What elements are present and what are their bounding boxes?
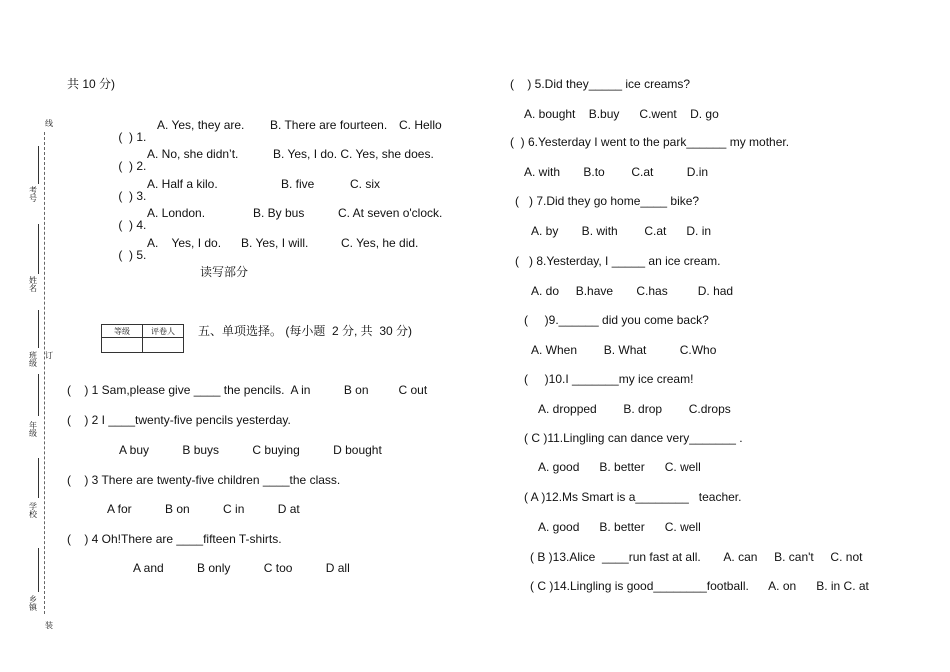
question-1: ( ) 1 Sam,please give ____ the pencils. A in B on C out [67,383,428,397]
listening-opt-b: B. There are fourteen. [270,118,388,132]
header-fragment: 共 10 分) [67,77,116,91]
listening-num: ( ) 3. [118,189,147,203]
listening-opt-a: A. Half a kilo. [147,177,218,191]
score-table-grader-cell[interactable] [143,338,184,353]
listening-num: ( ) 4. [118,218,147,232]
question-14: ( C )14.Lingling is good________football. A. on B. in C. at [530,579,869,593]
score-table-grade-cell[interactable] [102,338,143,353]
listening-opt-a: A. Yes, I do. [147,236,222,250]
binding-school-label: 学校 [29,502,37,520]
question-4-options: A and B only C too D all [133,561,350,575]
binding-rule-6 [38,548,39,592]
listening-num: ( ) 2. [118,159,147,173]
listening-opt-c: C. Yes, he did. [341,236,419,250]
listening-opt-c: C. Hello [399,118,442,132]
question-7-options: A. by B. with C.at D. in [531,224,712,238]
binding-grade-label: 年级 [29,421,37,439]
binding-name-label: 姓名 [29,276,37,294]
listening-opt-c: C. At seven o'clock. [338,206,443,220]
listening-opt-a: A. No, she didn’t. [147,147,239,161]
question-9: ( )9.______ did you come back? [524,313,709,327]
binding-rule-3 [38,310,39,348]
question-4: ( ) 4 Oh!There are ____fifteen T-shirts. [67,532,282,546]
score-table-grader-header: 评卷人 [143,325,184,338]
listening-opt-b: B. Yes, I do. C. Yes, she does. [273,147,434,161]
binding-dashes-1 [44,132,55,614]
question-10-options: A. dropped B. drop C.drops [538,402,731,416]
listening-num: ( ) 5. [118,248,147,262]
binding-bind-label: 订 [45,351,53,360]
question-2-options: A buy B buys C buying D bought [119,443,382,457]
score-table [101,324,184,353]
listening-num: ( ) 1. [118,130,147,144]
listening-opt-b: B. By bus [253,206,305,220]
listening-opt-c: C. six [350,177,380,191]
listening-opt-b: B. five [281,177,315,191]
binding-rule-1 [38,146,39,184]
question-8-options: A. do B.have C.has D. had [531,284,734,298]
question-7: ( ) 7.Did they go home____ bike? [515,194,700,208]
question-5: ( ) 5.Did they_____ ice creams? [510,77,691,91]
question-9-options: A. When B. What C.Who [531,343,717,357]
listening-opt-a: A. Yes, they are. [157,118,245,132]
question-3-options: A for B on C in D at [107,502,300,516]
question-3: ( ) 3 There are twenty-five children ____the class. [67,473,341,487]
score-table-grade-header: 等级 [102,325,143,338]
question-11-options: A. good B. better C. well [538,460,701,474]
section-5-title: 五、单项选择。 (每小题 2 分, 共 30 分) [198,324,413,338]
question-13: ( B )13.Alice ____run fast at all. A. can B. can't C. not [530,550,863,564]
binding-rule-4 [38,374,39,416]
binding-rule-2 [38,224,39,274]
question-2: ( ) 2 I ____twenty-five pencils yesterday. [67,413,291,427]
binding-line-label: 线 [45,119,53,128]
reading-section-title: 读写部分 [200,265,249,279]
question-6: ( ) 6.Yesterday I went to the park______ my mother. [510,135,790,149]
question-6-options: A. with B.to C.at D.in [524,165,709,179]
question-8: ( ) 8.Yesterday, I _____ an ice cream. [515,254,721,268]
binding-exam-no-label: 考号 [29,186,37,204]
binding-rule-5 [38,458,39,498]
binding-install-label: 装 [45,621,53,630]
listening-opt-a: A. London. [147,206,206,220]
question-12: ( A )12.Ms Smart is a________ teacher. [524,490,742,504]
question-12-options: A. good B. better C. well [538,520,701,534]
question-11: ( C )11.Lingling can dance very_______ . [524,431,743,445]
question-5-options: A. bought B.buy C.went D. go [524,107,719,121]
binding-town-label: 乡镇 [29,595,37,613]
binding-class-label: 班级 [29,351,37,369]
question-10: ( )10.I _______my ice cream! [524,372,694,386]
listening-opt-b: B. Yes, I will. [241,236,309,250]
